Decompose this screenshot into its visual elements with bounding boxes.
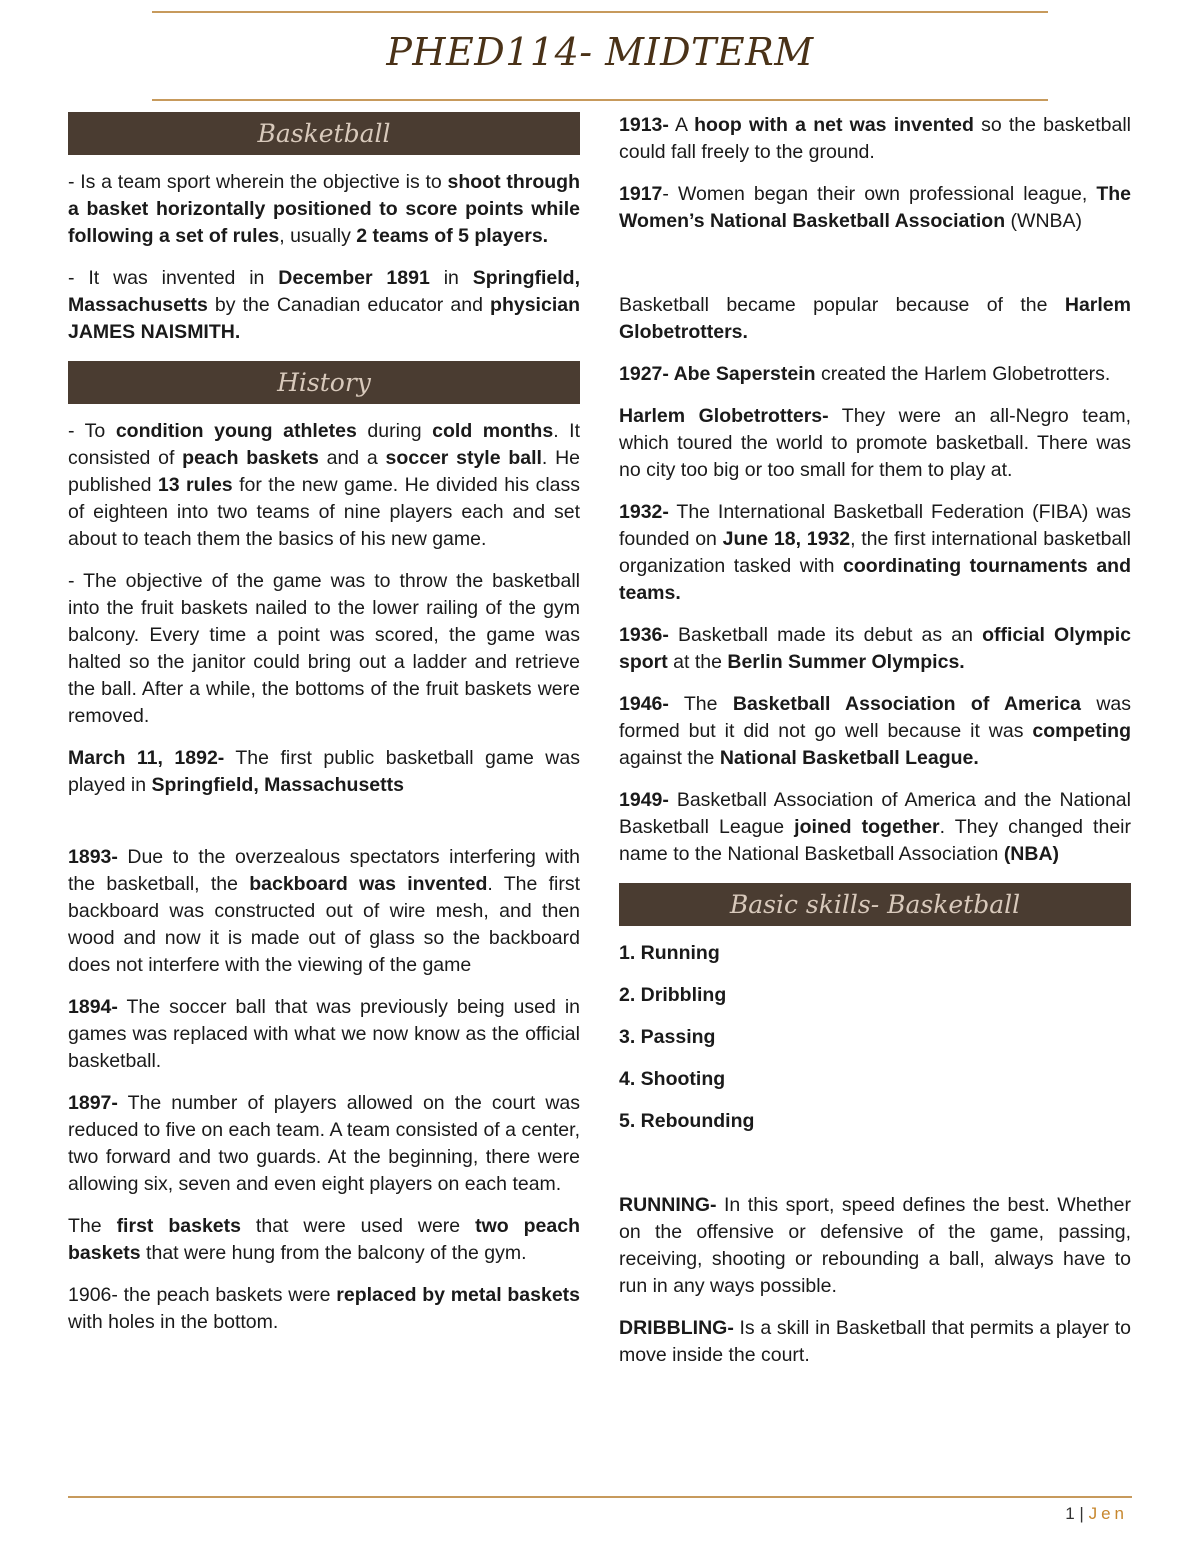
list-item: 5. Rebounding [619,1110,755,1132]
paragraph-1932: 1932- The International Basketball Federation (FIBA) was founded on June 18, 1932, the first international basketball organization tasked with coordinating tournaments and teams. [619,501,1132,604]
spacer [619,250,1131,292]
author-name: Jen [1088,1504,1128,1523]
page-number: 1 [1065,1504,1075,1523]
paragraph-1949: 1949- Basketball Association of America and the National Basketball League joined together. They changed their name to the National Basketball Association (NBA) [619,789,1131,865]
paragraph-definition: - Is a team sport wherein the objective is to shoot through a basket horizontally positioned to score points while following a set of rules, usually 2 teams of 5 players. [68,171,580,247]
paragraph-1927: 1927- Abe Saperstein created the Harlem Globetrotters. [619,363,1111,385]
paragraph-first-baskets: The first baskets that were used were two peach baskets that were hung from the balcony of the gym. [68,1215,580,1264]
paragraph-history-objective: - The objective of the game was to throw the basketball into the fruit baskets nailed to the lower railing of the gym balcony. Every time a point was scored, the game was halted so the janitor could bring out a ladder and retrieve the ball. After a while, the bottoms of the fruit baskets were removed. [68,570,580,727]
paragraph-1936: 1936- Basketball made its debut as an official Olympic sport at the Berlin Summer Olympics. [619,624,1131,673]
paragraph-1917: 1917- Women began their own professional league, The Women’s National Basketball Association (WNBA) [619,183,1131,232]
list-item: 4. Shooting [619,1068,726,1090]
paragraph-1897: 1897- The number of players allowed on the court was reduced to five on each team. A team consisted of a center, two forward and two guards. At the beginning, there were allowing six, seven and even eight players on each team. [68,1092,580,1195]
footer-separator: | [1074,1504,1089,1523]
top-rule [152,11,1048,13]
paragraph-history-purpose: - To condition young athletes during cold months. It consisted of peach baskets and a soccer style ball. He published 13 rules for the new game. He divided his class of eighteen into two teams of nine players each and set about to teach them the basics of his new game. [68,420,580,550]
list-item: 1. Running [619,942,720,964]
section-header-history: History [68,361,580,404]
paragraph-1906: 1906- the peach baskets were replaced by metal baskets with holes in the bottom. [68,1284,581,1333]
paragraph-dribbling: DRIBBLING- Is a skill in Basketball that permits a player to move inside the court. [619,1317,1131,1366]
page-footer [1065,1504,1128,1524]
paragraph-harlem-globetrotters: Harlem Globetrotters- They were an all-Negro team, which toured the world to promote basketball. There was no city too big or too small for them to play at. [619,405,1131,481]
paragraph-1892: March 11, 1892- The first public basketball game was played in Springfield, Massachusetts [68,747,580,796]
spacer [619,1150,1131,1192]
list-item: 2. Dribbling [619,984,727,1006]
title-rule [152,99,1048,101]
paragraph-harlem-popular: Basketball became popular because of the Harlem Globetrotters. [619,294,1131,343]
spacer [68,814,580,844]
left-column [68,112,580,1351]
footer-rule [68,1496,1132,1498]
paragraph-1913: 1913- A hoop with a net was invented so the basketball could fall freely to the ground. [619,114,1131,163]
paragraph-1893: 1893- Due to the overzealous spectators interfering with the basketball, the backboard was invented. The first backboard was constructed out of wire mesh, and then wood and now it is made out of glass so the backboard does not interfere with the viewing of the game [68,846,580,976]
skills-list [619,940,1131,1135]
section-header-basketball: Basketball [68,112,580,155]
paragraph-1946: 1946- The Basketball Association of America was formed but it did not go well because it was competing against the National Basketball League. [619,693,1131,769]
paragraph-invention: - It was invented in December 1891 in Springfield, Massachusetts by the Canadian educator and physician JAMES NAISMITH. [68,267,580,343]
page-title: PHED114- MIDTERM [386,30,814,74]
right-column [619,112,1131,1384]
list-item: 3. Passing [619,1026,716,1048]
paragraph-1894: 1894- The soccer ball that was previously being used in games was replaced with what we now know as the official basketball. [68,996,580,1072]
paragraph-running: RUNNING- In this sport, speed defines the best. Whether on the offensive or defensive of the game, passing, receiving, shooting or rebounding a ball, always have to run in any ways possible. [619,1194,1131,1297]
section-header-basic-skills: Basic skills- Basketball [619,883,1131,926]
